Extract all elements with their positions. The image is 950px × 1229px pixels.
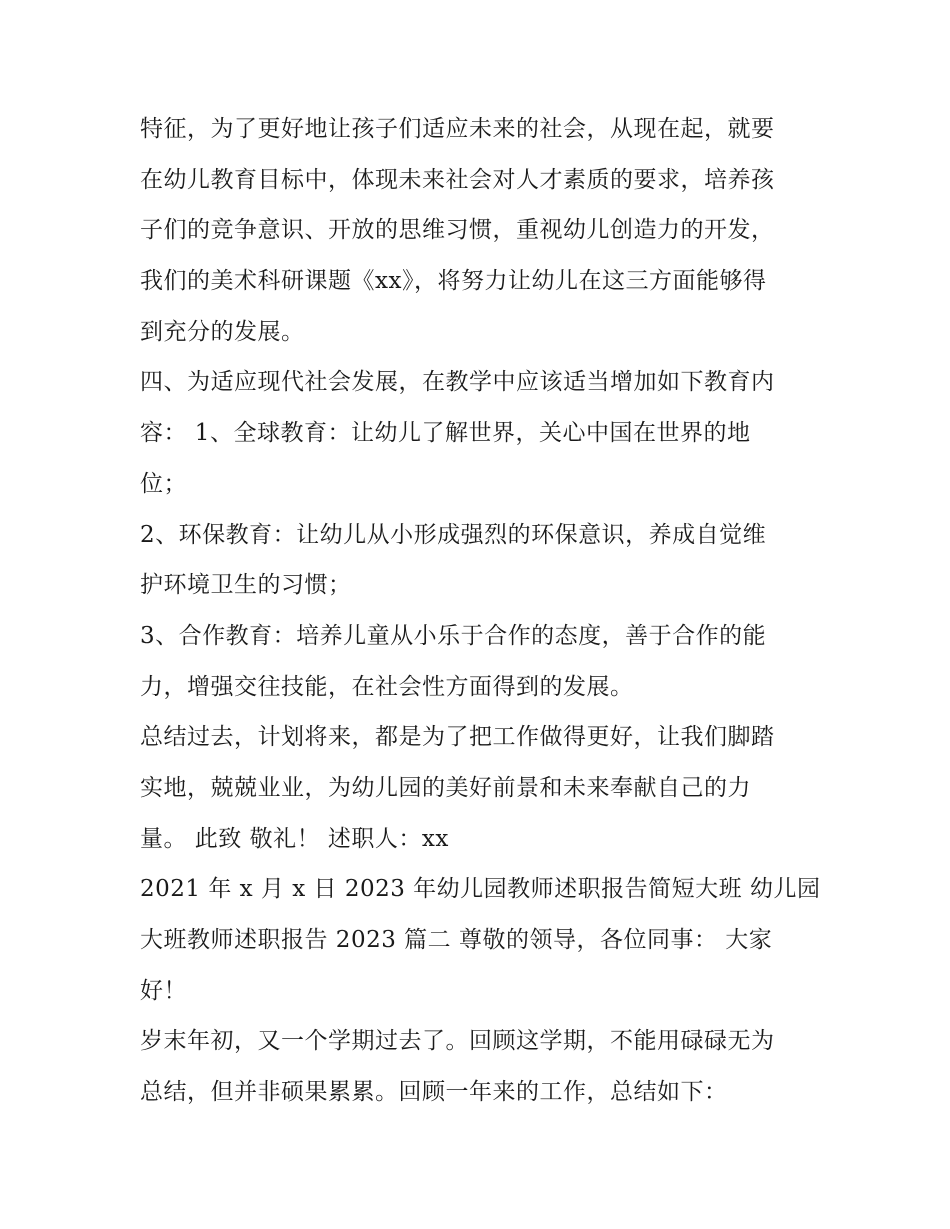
text-line: 力，增强交往技能，在社会性方面得到的发展。 <box>140 673 634 700</box>
text-line: 实地，兢兢业业，为幼儿园的美好前景和未来奉献自己的力 <box>140 774 751 801</box>
text-line: 岁末年初，又一个学期过去了。回顾这学期，不能用碌碌无为 <box>140 1028 775 1055</box>
text-line: 到充分的发展。 <box>140 318 305 345</box>
text-line: 容： 1、全球教育：让幼儿了解世界，关心中国在世界的地 <box>140 420 751 447</box>
text-line: 在幼儿教育目标中，体现未来社会对人才素质的要求，培养孩 <box>140 166 775 193</box>
text-line: 总结，但并非硕果累累。回顾一年来的工作，总结如下： <box>140 1079 728 1106</box>
text-line: 3、合作教育：培养儿童从小乐于合作的态度，善于合作的能 <box>140 622 767 649</box>
text-line: 子们的竞争意识、开放的思维习惯，重视幼儿创造力的开发， <box>140 217 775 244</box>
text-line: 量。 此致 敬礼！ 述职人：xx <box>140 825 449 852</box>
text-line: 2、环保教育：让幼儿从小形成强烈的环保意识，养成自觉维 <box>140 521 767 548</box>
text-line: 四、为适应现代社会发展，在教学中应该适当增加如下教育内 <box>140 369 775 396</box>
text-line: 2021 年 x 月 x 日 2023 年幼儿园教师述职报告简短大班 幼儿园 <box>140 876 821 903</box>
text-line: 特征，为了更好地让孩子们适应未来的社会，从现在起，就要 <box>140 116 775 142</box>
document-body <box>140 104 830 1118</box>
text-line: 大班教师述职报告 2023 篇二 尊敬的领导，各位同事： 大家 <box>140 927 773 953</box>
text-line: 位； <box>140 470 187 497</box>
text-line: 护环境卫生的习惯； <box>140 572 352 599</box>
text-line: 好！ <box>140 977 187 1004</box>
text-line: 我们的美术科研课题《xx》，将努力让幼儿在这三方面能够得 <box>140 268 767 295</box>
text-line: 总结过去，计划将来，都是为了把工作做得更好，让我们脚踏 <box>140 724 775 751</box>
